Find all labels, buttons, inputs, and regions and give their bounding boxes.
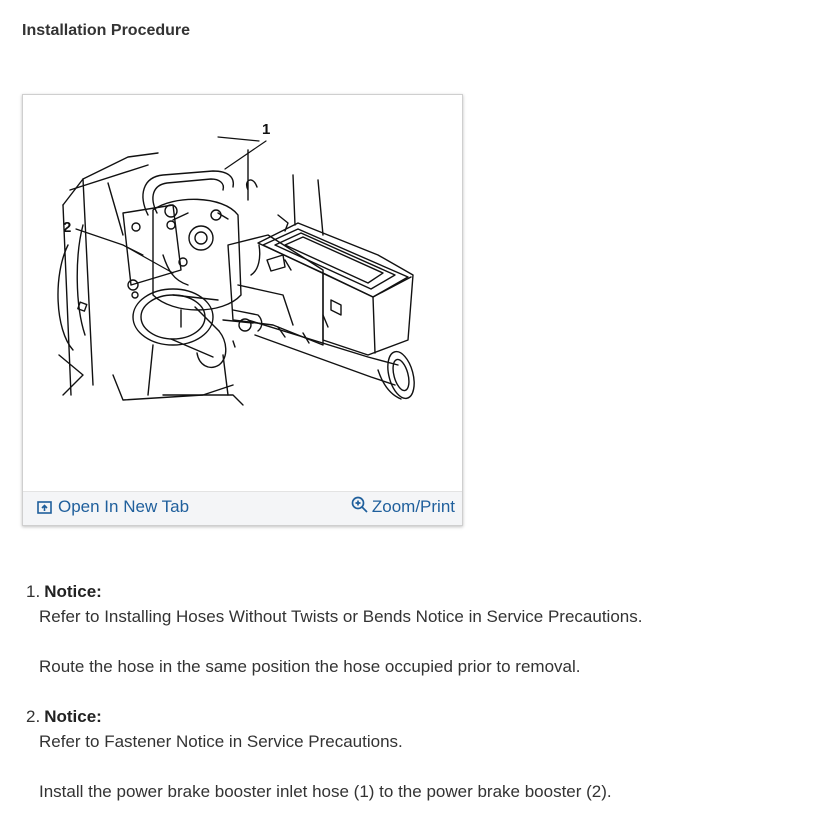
open-in-new-tab-link[interactable] xyxy=(37,497,189,517)
step-notice-label: Notice: xyxy=(44,707,102,726)
step-instruction: Route the hose in the same position the hose occupied prior to removal. xyxy=(39,657,581,676)
step-number: 1. xyxy=(26,582,41,601)
step-number: 2. xyxy=(26,707,41,726)
open-in-new-tab-label: Open In New Tab xyxy=(58,497,190,516)
procedure-step xyxy=(26,579,806,679)
page-heading: Installation Procedure xyxy=(22,22,191,39)
open-in-new-tab-icon xyxy=(37,501,52,514)
step-notice-text: Refer to Installing Hoses Without Twists or Bends Notice in Service Precautions. xyxy=(39,607,643,626)
callout-label-1: 1 xyxy=(262,121,271,138)
step-notice-label: Notice: xyxy=(44,582,102,601)
step-notice-text: Refer to Fastener Notice in Service Precautions. xyxy=(39,732,403,751)
brake-booster-illustration xyxy=(23,95,462,491)
procedure-steps xyxy=(26,579,806,829)
figure-toolbar xyxy=(23,491,462,525)
zoom-print-label: Zoom/Print xyxy=(371,497,455,516)
step-instruction: Install the power brake booster inlet hose (1) to the power brake booster (2). xyxy=(39,782,612,801)
figure-card xyxy=(22,94,463,526)
zoom-in-icon xyxy=(351,496,368,513)
procedure-step xyxy=(26,704,806,804)
zoom-print-link[interactable] xyxy=(351,497,455,517)
callout-label-2: 2 xyxy=(63,219,72,236)
